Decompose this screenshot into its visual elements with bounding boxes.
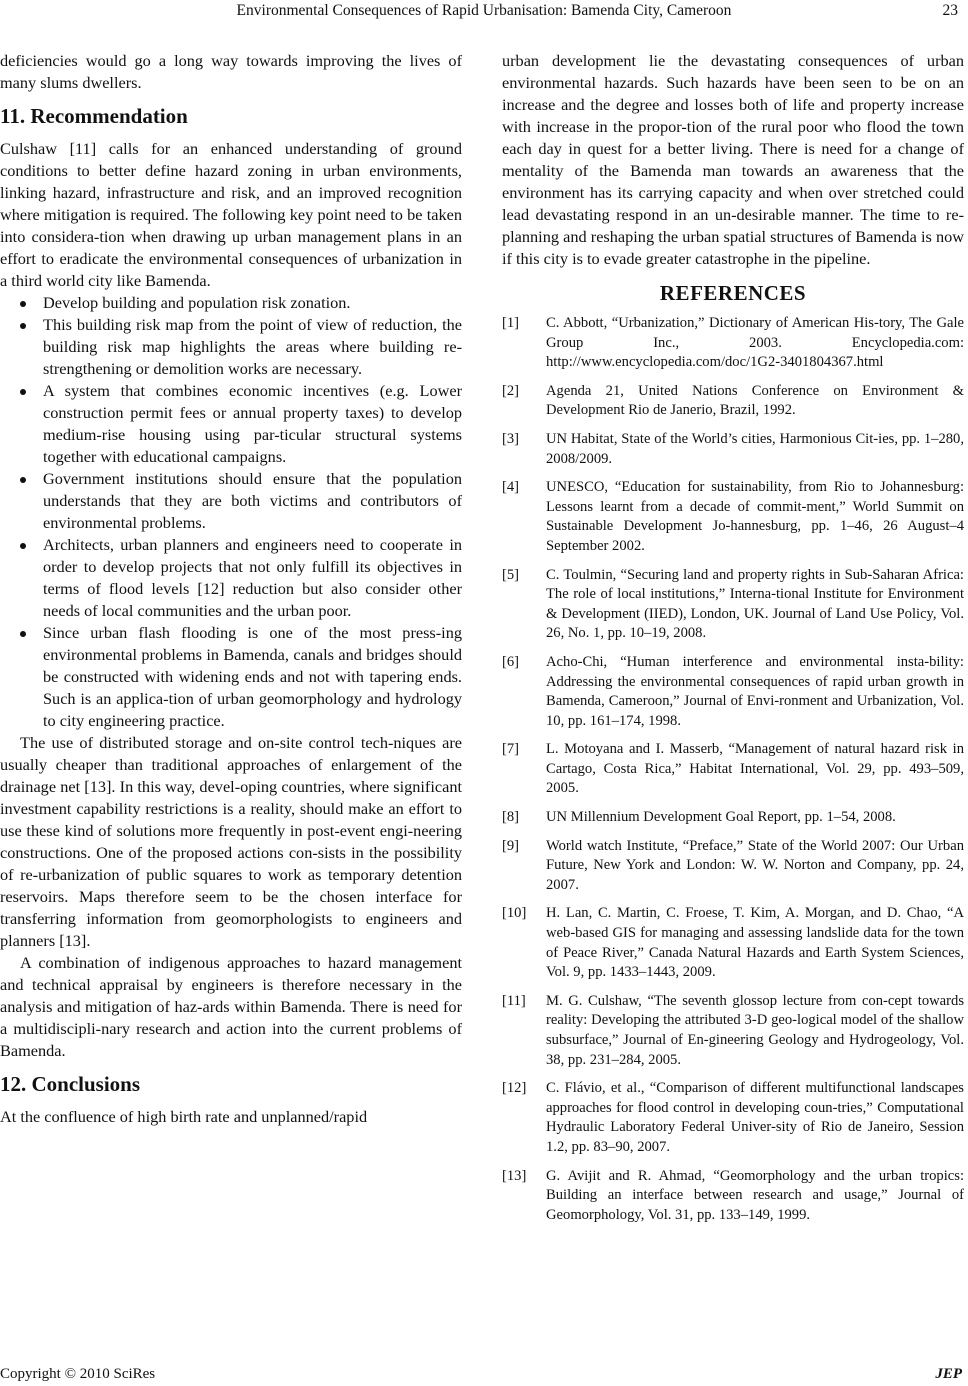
reference-item <box>502 566 964 644</box>
bullet-item <box>0 380 462 468</box>
reference-item <box>502 478 964 556</box>
bullet-text: Architects, urban planners and engineers need to cooperate in order to develop projects that not only fulfill its objectives in terms of flood levels [12] reduction but also consider other needs of local communities and the urban poor. <box>43 535 462 620</box>
reference-item <box>502 382 964 421</box>
reference-item <box>502 314 964 373</box>
left-column <box>0 50 462 1128</box>
bullet-item <box>0 622 462 732</box>
bullet-dot-icon <box>20 543 26 549</box>
reference-text: H. Lan, C. Martin, C. Froese, T. Kim, A. Morgan, and D. Chao, “A web-based GIS for managing and assessing landslide data for the town of Peace River,” Canada Natural Hazards and Earth System Sciences, Vol. 9, pp. 1433–1443, 2009. <box>546 905 964 981</box>
bullet-dot-icon <box>20 389 26 395</box>
reference-number: [10] <box>502 905 527 922</box>
recommendation-heading: 11. Recommendation <box>0 104 188 128</box>
reference-number: [11] <box>502 992 526 1009</box>
reference-number: [12] <box>502 1080 527 1097</box>
reference-text: UNESCO, “Education for sustainability, from Rio to Johannesburg: Lessons learnt from a decade of commit-ment,” World Summit on Sustainable Development Jo-hannesburg, pp. 1–46, 26 August–4 September 2002. <box>546 479 964 554</box>
bullet-text: Develop building and population risk zonation. <box>43 293 351 312</box>
running-title: Environmental Consequences of Rapid Urbanisation: Bamenda City, Cameroon <box>236 2 732 19</box>
bullet-item <box>0 468 462 534</box>
journal-abbreviation: JEP <box>935 1366 962 1382</box>
conclusions-start: At the confluence of high birth rate and unplanned/rapid <box>0 1107 368 1126</box>
reference-item <box>502 837 964 896</box>
conclusions-heading: 12. Conclusions <box>0 1072 141 1096</box>
reference-text: World watch Institute, “Preface,” State of the World 2007: Our Urban Future, New York and London: W. W. Norton and Company, pp. 24, 2007. <box>546 837 964 893</box>
bullet-dot-icon <box>20 323 26 329</box>
reference-item <box>502 653 964 731</box>
bullet-text: This building risk map from the point of view of reduction, the building risk map highlights the areas where building re-strengthening or demolition works are necessary. <box>43 315 462 378</box>
references-list <box>502 314 964 1225</box>
copyright-notice: Copyright © 2010 SciRes <box>0 1366 156 1382</box>
reference-text: G. Avijit and R. Ahmad, “Geomorphology and the urban tropics: Building an interface between research and usage,” Journal of Geomorphology, Vol. 31, pp. 133–149, 1999. <box>546 1167 964 1223</box>
bullet-dot-icon <box>20 477 26 483</box>
reference-text: C. Abbott, “Urbanization,” Dictionary of American His-tory, The Gale Group Inc., 2003. Encyclopedia.com: http://www.encyclopedia.com/doc/1G2-3401804367.html <box>546 315 964 371</box>
reference-number: [3] <box>502 430 520 447</box>
reference-item <box>502 808 964 828</box>
conclusions-continued: urban development lie the devastating consequences of urban environmental hazards. Such hazards have been seen to be on an increase and the degree and losses both of life and property increase with increase in the propor-tion of the rural poor who flood the town each day in quest for a better living. There is need for a change of mentality of the Bamenda man towards an awareness that the environment has its carrying capacity and when over stretched could lead devastating respond in an un-desirable manner. The time to re-planning and reshaping the urban spatial structures of Bamenda is now if this city is to evade greater catastrophe in the pipeline. <box>502 51 964 268</box>
bullet-text: Government institutions should ensure that the population understands that they are both victims and contributors of environmental problems. <box>43 469 462 532</box>
reference-item <box>502 1079 964 1157</box>
bullet-text: Since urban flash flooding is one of the most press-ing environmental problems in Bamenda, canals and bridges should be constructed with widening ends and not with tapering ends. Such is an applica-tion of urban geomorphology and hydrology to city engineering practice. <box>43 623 462 730</box>
reference-number: [13] <box>502 1167 527 1184</box>
reference-text: UN Habitat, State of the World’s cities, Harmonious Cit-ies, pp. 1–280, 2008/2009. <box>546 430 964 467</box>
reference-number: [1] <box>502 315 520 331</box>
recommendation-paragraph: Culshaw [11] calls for an enhanced understanding of ground conditions to better define hazard zoning in urban environments, linking hazard, infrastructure and risk, and an improved recognition where mitigation is required. The following key point need to be taken into considera-tion when drawing up urban management plans in an effort to eradicate the environmental consequences of urbanization in a third world city like Bamenda. <box>0 139 462 290</box>
reference-number: [7] <box>502 741 520 758</box>
reference-number: [6] <box>502 653 520 670</box>
reference-text: Agenda 21, United Nations Conference on Environment & Development Rio de Janerio, Brazil, 1992. <box>546 382 964 419</box>
reference-item <box>502 904 964 982</box>
reference-text: UN Millennium Development Goal Report, pp. 1–54, 2008. <box>546 809 896 826</box>
reference-number: [8] <box>502 809 520 826</box>
bullet-dot-icon <box>20 301 26 307</box>
reference-item <box>502 740 964 799</box>
bullet-item <box>0 292 462 314</box>
intro-paragraph: deficiencies would go a long way towards improving the lives of many slums dwellers. <box>0 51 462 92</box>
page-number: 23 <box>942 2 958 19</box>
reference-text: L. Motoyana and I. Masserb, “Management of natural hazard risk in Cartago, Costa Rica,” Habitat International, Vol. 29, pp. 493–509, 2005. <box>546 741 964 797</box>
reference-text: C. Toulmin, “Securing land and property rights in Sub-Saharan Africa: The role of local institutions,” Interna-tional Institute for Environment & Development (IIED), London, UK. Journal of Land Use Policy, Vol. 26, No. 1, pp. 10–19, 2008. <box>546 566 964 642</box>
combination-paragraph: A combination of indigenous approaches to hazard management and technical appraisal by engineers is therefore necessary in the analysis and mitigation of haz-ards within Bamenda. There is need for a multidiscipli-nary research and action into the current problems of Bamenda. <box>0 953 462 1060</box>
reference-number: [5] <box>502 566 520 583</box>
bullet-item <box>0 314 462 380</box>
reference-item <box>502 1167 964 1226</box>
reference-item <box>502 430 964 469</box>
recommendation-bullets <box>0 292 462 732</box>
reference-text: Acho-Chi, “Human interference and environmental insta-bility: Addressing the environmental consequences of rapid urban growth in Bamenda, Cameroon,” Journal of Envi-ronment and Urbanization, Vol. 10, pp. 161–174, 1998. <box>546 653 964 729</box>
reference-text: C. Flávio, et al., “Comparison of different multifunctional landscapes approaches for flood control in developing coun-tries,” Computational Hydraulic Laboratory Federal Univer-sity of Rio de Janeiro, Session 1.2, pp. 83–90, 2007. <box>546 1080 964 1155</box>
reference-text: M. G. Culshaw, “The seventh glossop lecture from con-cept towards reality: Developing the attributed 3-D geo-logical model of the shallow subsurface,” Journal of En-gineering Geology and Hydrogeology, Vol. 38, pp. 231–284, 2005. <box>546 992 964 1068</box>
bullet-text: A system that combines economic incentives (e.g. Lower construction permit fees or annual property taxes) to develop medium-rise housing using par-ticular structural systems together with educational campaigns. <box>43 381 462 466</box>
reference-item <box>502 992 964 1070</box>
reference-number: [9] <box>502 837 520 854</box>
reference-number: [4] <box>502 479 520 496</box>
reference-number: [2] <box>502 382 520 399</box>
storage-paragraph: The use of distributed storage and on-site control tech-niques are usually cheaper than traditional approaches of enlargement of the drainage net [13]. In this way, devel-oping countries, where significant investment capability restrictions is a reality, should make an effort to use these kind of solutions more frequently in post-event engi-neering constructions. One of the proposed actions con-sists in the possibility of re-urbanization of public squares to work as temporary detention reservoirs. Maps therefore seem to be the chosen interface for transferring information from geomorphologists to engineers and planners [13]. <box>0 733 462 950</box>
references-heading: REFERENCES <box>659 281 807 305</box>
right-column <box>502 50 964 1234</box>
running-header <box>0 0 968 22</box>
bullet-item <box>0 534 462 622</box>
bullet-dot-icon <box>20 631 26 637</box>
